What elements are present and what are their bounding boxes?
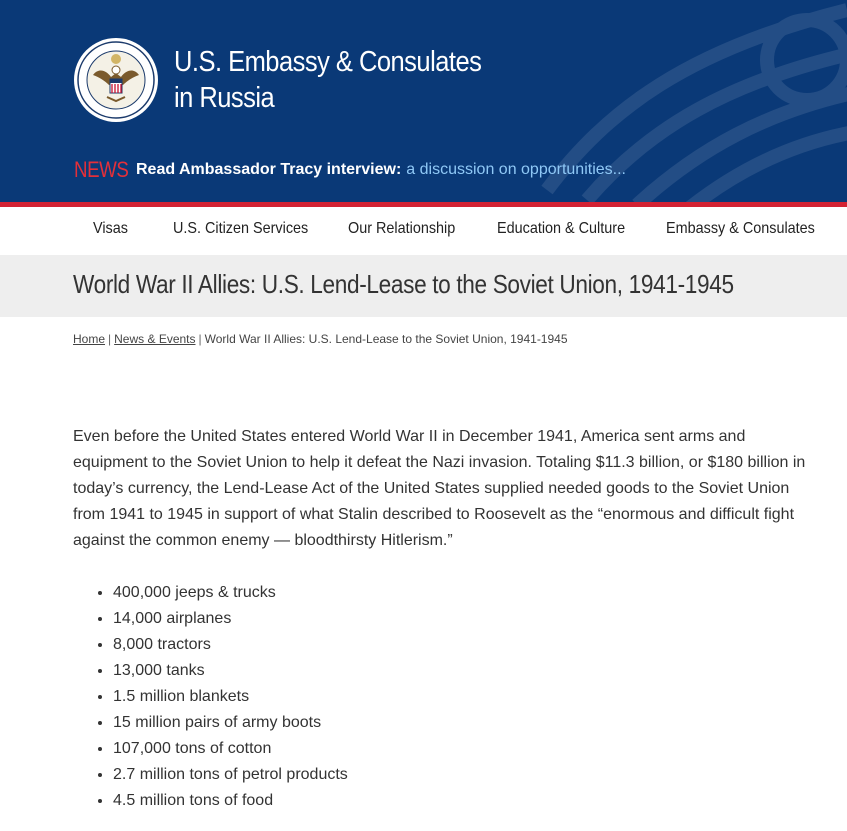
breadcrumb [73, 332, 568, 346]
article-intro: Even before the United States entered World War II in December 1941, America sent arms and equipment to the Soviet Union to help it defeat the Nazi invasion. Totaling $11.3 billion, or $180 billion in today’s currency, the Lend-Lease Act of the United States supplied needed goods to the Soviet Union from 1941 to 1945 in support of what Stalin described to Roosevelt as the “enormous and difficult fight against the common enemy — bloodthirsty Hitlerism.” [73, 428, 806, 549]
breadcrumb-news-events[interactable]: News & Events [114, 332, 196, 346]
list-item: • 400,000 jeeps & trucks [113, 580, 348, 606]
list-item: • 1.5 million blankets [113, 684, 348, 710]
list-item: • 13,000 tanks [113, 658, 348, 684]
site-header [0, 0, 847, 202]
lend-lease-facts-list [73, 580, 348, 814]
list-item: • 15 million pairs of army boots [113, 710, 348, 736]
page-title-band [0, 255, 847, 317]
breadcrumb-current: World War II Allies: U.S. Lend-Lease to the Soviet Union, 1941-1945 [204, 332, 568, 346]
list-item: • 4.5 million tons of food [113, 788, 348, 814]
breadcrumb-home[interactable]: Home [73, 332, 106, 346]
nav-item-our-relationship[interactable]: Our Relationship [348, 220, 456, 237]
news-link[interactable]: a discussion on opportunities... [406, 161, 626, 178]
news-ticker [74, 156, 626, 184]
news-headline[interactable]: Read Ambassador Tracy interview: [136, 161, 402, 178]
breadcrumb-separator: | [108, 332, 112, 346]
page-title: World War II Allies: U.S. Lend-Lease to the Soviet Union, 1941-1945 [73, 269, 734, 299]
list-item: • 14,000 airplanes [113, 606, 348, 632]
nav-item-education-culture[interactable]: Education & Culture [497, 220, 626, 237]
nav-item-visas[interactable]: Visas [93, 220, 128, 237]
nav-item-citizen-services[interactable]: U.S. Citizen Services [173, 220, 309, 237]
list-item: • 107,000 tons of cotton [113, 736, 348, 762]
breadcrumb-separator: | [198, 332, 202, 346]
list-item: • 2.7 million tons of petrol products [113, 762, 348, 788]
department-of-state-seal-icon[interactable] [73, 37, 159, 123]
site-title-line1: U.S. Embassy & Consulates [174, 46, 482, 78]
news-label: NEWS [74, 157, 129, 182]
main-nav [0, 207, 847, 255]
site-title-line2: in Russia [174, 82, 275, 114]
site-title[interactable] [174, 44, 481, 116]
list-item: • 8,000 tractors [113, 632, 348, 658]
nav-item-embassy-consulates[interactable]: Embassy & Consulates [666, 220, 815, 237]
